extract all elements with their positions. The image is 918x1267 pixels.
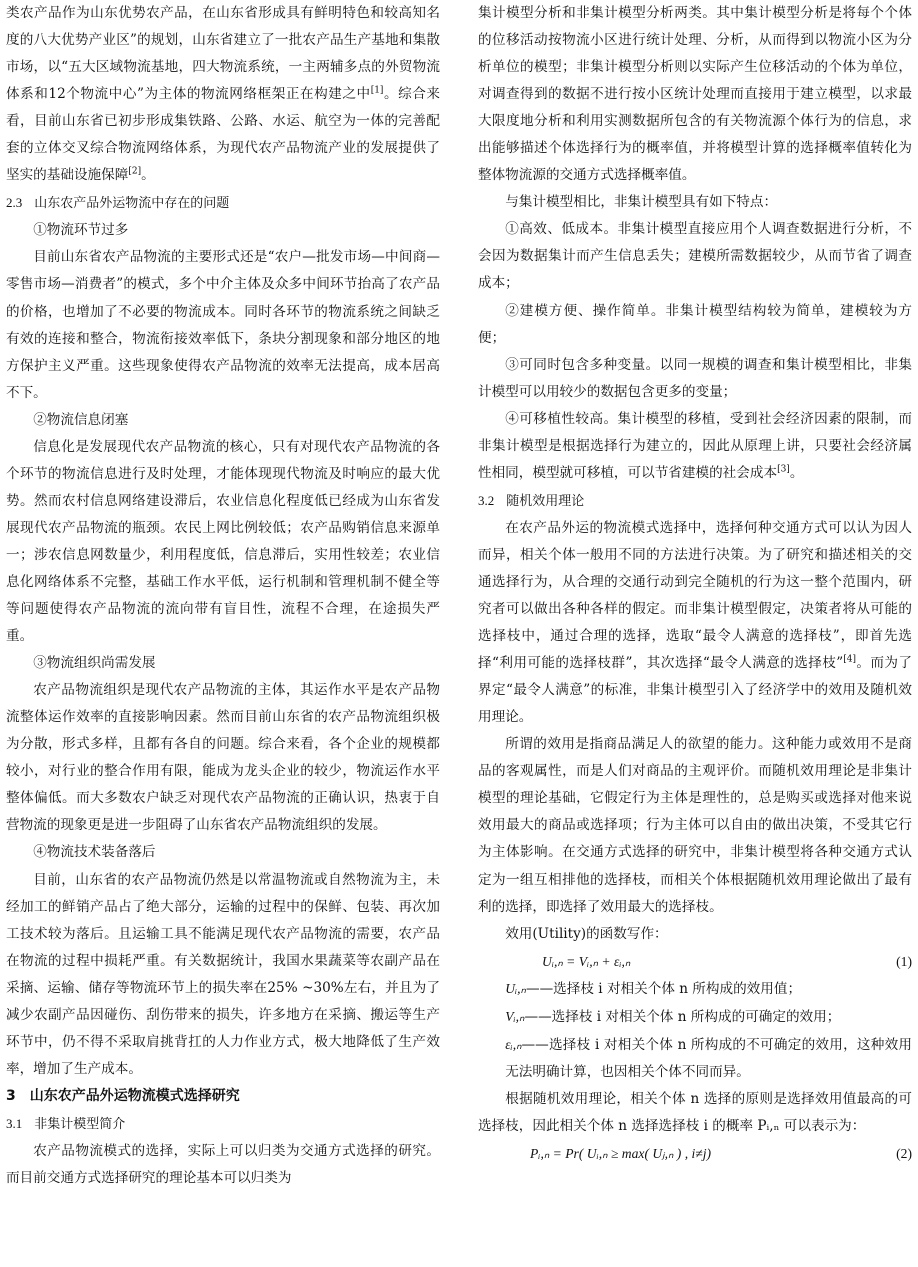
paragraph — [478, 921, 912, 948]
equation-number: (1) — [896, 953, 912, 969]
left-column — [6, 0, 440, 1192]
variable-definition — [478, 1031, 912, 1086]
citation: [1] — [370, 85, 384, 96]
variable-symbol: Uᵢ,ₙ — [505, 980, 526, 996]
paragraph-text: 。 — [141, 167, 155, 184]
paragraph — [478, 298, 912, 352]
variable-symbol: Vᵢ,ₙ — [505, 1008, 525, 1024]
paragraph-text: ①物流环节过多 — [33, 222, 129, 239]
paragraph — [478, 0, 912, 189]
variable-definition — [478, 1003, 912, 1031]
section-number: 3.2 — [478, 492, 495, 508]
paragraph — [6, 244, 440, 406]
problem-heading — [6, 839, 440, 866]
equation-expression: Uᵢ,ₙ = Vᵢ,ₙ + εᵢ,ₙ — [542, 953, 631, 969]
subsection-heading — [478, 487, 912, 515]
paragraph-text: 信息化是发展现代农产品物流的核心，只有对现代农产品物流的各个环节的物流信息进行及时处理，才能体现现代物流及时响应的最大优势。然而农村信息网络建设滞后，农业信息化程度低已经成为山东省发展现代农产品物流的瓶颈。农民上网比例较低；农产品购销信息来源单一；涉农信息网数量少，利用程度低，信息滞后，实用性较差；农业信息化网络体系不完整，基础工作水平低，运行机制和管理机制不健全等等问题使得农产品物流的流向带有盲目性，流程不合理，在途损失严重。 — [6, 438, 440, 645]
problem-heading — [6, 217, 440, 244]
paragraph — [6, 867, 440, 1083]
paragraph-text: 农产品物流组织是现代农产品物流的主体，其运作水平是农产品物流整体运作效率的直接影响因素。然而目前山东省的农产品物流组织极为分散，形式多样，且都有各自的问题。综合来看，各个企业的规模都较小，对行业的整合作用有限，能成为龙头企业的较少，物流运作水平整体偏低。而大多数农户缺乏对现代农产品物流的正确认识，热衷于自营物流的现象更是进一步阻碍了山东省农产品物流组织的发展。 — [6, 682, 440, 834]
paragraph — [6, 1138, 440, 1192]
paragraph-text: 目前，山东省的农产品物流仍然是以常温物流或自然物流为主，未经加工的鲜销产品占了绝大部分，运输的过程中的保鲜、包装、再次加工技术较为落后。且运输工具不能满足现代农产品物流的需要，农产品在物流的过程中损耗严重。有关数据统计，我国水果蔬菜等农副产品在采摘、运输、储存等物流环节上的损失率在25% ~30%左右，并且为了减少农副产品因碰伤、刮伤带来的损失，许多地方在采摘、搬运等生产环节中，仍不得不采取肩挑背扛的人力作业方式，极大地降低了生产效率，增加了生产成本。 — [6, 871, 440, 1077]
paragraph — [478, 352, 912, 406]
paragraph-text: 所谓的效用是指商品满足人的欲望的能力。这种能力或效用不是商品的客观属性，而是人们对商品的主观评价。而随机效用理论是非集计模型的理论基础，它假定行为主体是理性的，总是购买或选择对他来说效用最大的商品或选择项；行为主体可以自由的做出决策，不受其它行为主体影响。在交通方式选择的研究中，非集计模型将各种交通方式认定为一组互相排他的选择枝，而相关个体根据随机效用理论做出了最有利的选择，即选择了效用最大的选择枝。 — [478, 736, 912, 915]
subsection-heading — [6, 189, 440, 217]
paragraph-text: ④物流技术装备落后 — [33, 844, 156, 861]
variable-symbol: εᵢ,ₙ — [505, 1036, 522, 1052]
paragraph — [6, 434, 440, 650]
equation — [478, 1140, 912, 1167]
equation-number: (2) — [896, 1145, 912, 1161]
paragraph-text: ①高效、低成本。非集计模型直接应用个人调查数据进行分析，不会因为数据集计而产生信息丢失；建模所需数据较少，从而节省了调查成本； — [478, 221, 912, 292]
section-title: 山东农产品外运物流中存在的问题 — [34, 196, 230, 212]
paragraph-text: 。 — [789, 464, 804, 481]
paragraph — [6, 0, 440, 189]
paragraph-text: ④可移植性较高。集计模型的移植，受到社会经济因素的限制，而非集计模型是根据选择行为建立的，因此从原理上讲，只要社会经济属性相同，模型就可移植，可以节省建模的社会成本 — [478, 410, 912, 481]
paragraph — [478, 189, 912, 216]
paragraph-text: ②物流信息闭塞 — [33, 411, 129, 428]
section-heading — [6, 1083, 440, 1110]
paragraph-text: 在农产品外运的物流模式选择中，选择何种交通方式可以认为因人而异，相关个体一般用不同的方法进行决策。为了研究和描述相关的交通选择行为，从合理的交通行动到完全随机的行为这一整个范围内，研究者可以做出各种各样的假定。而非集计模型假定，决策者将从可能的选择枝中，通过合理的选择，选取“最令人满意的选择枝”，即首先选择“利用可能的选择枝群”，其次选择“最令人满意的选择枝” — [478, 519, 912, 672]
section-title: 山东农产品外运物流模式选择研究 — [29, 1087, 240, 1104]
citation: [4] — [843, 654, 856, 665]
section-number: 3 — [6, 1087, 16, 1104]
paragraph-text: ③物流组织尚需发展 — [33, 655, 156, 672]
citation: [3] — [777, 464, 790, 475]
paragraph — [478, 406, 912, 487]
paragraph-text: 。而为了界定“最令人满意”的标准，非集计模型引入了经济学中的效用及随机效用理论。 — [478, 655, 913, 726]
paragraph-text: 目前山东省农产品物流的主要形式还是“农户—批发市场—中间商—零售市场—消费者”的模式，多个中介主体及众多中间环节抬高了农产品的价格，也增加了不必要的物流成本。同时各环节的物流系统之间缺乏有效的连接和整合，物流衔接效率低下，条块分割现象和部分地区的地方保护主义严重。这些现象使得农产品物流的效率无法提高，成本居高不下。 — [6, 249, 440, 401]
section-title: 随机效用理论 — [506, 493, 585, 509]
equation-expression: Pᵢ,ₙ = Pr( Uᵢ,ₙ ≥ max( Uⱼ,ₙ ) , i≠j) — [530, 1145, 712, 1161]
paragraph-text: 类农产品作为山东优势农产品，在山东省形成具有鲜明特色和较高知名度的八大优势产业区”的规划，山东省建立了一批农产品生产基地和集散市场，以“五大区域物流基地，四大物流系统，一主两辅多点的外贸物流体系和12个物流中心”为主体的物流网络框架正在构建之中 — [6, 5, 440, 103]
variable-description: ——选择枝 i 对相关个体 n 所构成的可确定的效用； — [524, 1008, 841, 1025]
paragraph — [478, 216, 912, 297]
subsection-heading — [6, 1110, 440, 1138]
section-number: 2.3 — [6, 195, 23, 211]
paragraph — [478, 731, 912, 920]
paragraph-text: ②建模方便、操作简单。非集计模型结构较为简单，建模较为方便； — [478, 302, 912, 346]
variable-definition — [478, 975, 912, 1003]
section-number: 3.1 — [6, 1115, 23, 1131]
paragraph — [478, 515, 912, 731]
problem-heading — [6, 407, 440, 434]
paragraph — [6, 677, 440, 839]
paragraph-text: 农产品物流模式的选择，实际上可以归类为交通方式选择的研究。而目前交通方式选择研究的理论基本可以归类为 — [6, 1142, 440, 1187]
paragraph-text: 。综合来看，目前山东省已初步形成集铁路、公路、水运、航空为一体的完善配套的立体交叉综合物流网络体系，为现代农产品物流产业的发展提供了坚实的基础设施保障 — [6, 86, 440, 184]
variable-description: ——选择枝 i 对相关个体 n 所构成的不可确定的效用，这种效用无法明确计算，也因相关个体不同而异。 — [505, 1036, 912, 1080]
paragraph-text: 根据随机效用理论，相关个体 n 选择的原则是选择效用值最高的可选择枝，因此相关个体 n 选择选择枝 i 的概率 Pᵢ,ₙ 可以表示为： — [478, 1090, 912, 1134]
paragraph-text: 集计模型分析和非集计模型分析两类。其中集计模型分析是将每个个体的位移活动按物流小区进行统计处理、分析，从而得到以物流小区为分析单位的模型；非集计模型分析则以实际产生位移活动的个体为单位，对调查得到的数据不进行按小区统计处理而直接用于建立模型，以求最大限度地分析和利用实测数据所包含的有关物流源个体行为的信息，求出能够描述个体选择行为的概率值，并将模型计算的选择概率值转化为整体物流源的交通方式选择概率值。 — [478, 5, 912, 184]
paragraph-text: 与集计模型相比，非集计模型具有如下特点： — [505, 194, 778, 211]
right-column — [478, 0, 912, 1167]
paragraph-text: ③可同时包含多种变量。以同一规模的调查和集计模型相比，非集计模型可以用较少的数据包含更多的变量； — [478, 356, 912, 400]
problem-heading — [6, 650, 440, 677]
section-title: 非集计模型简介 — [34, 1116, 126, 1132]
citation: [2] — [128, 166, 142, 177]
equation — [478, 948, 912, 975]
variable-description: ——选择枝 i 对相关个体 n 所构成的效用值； — [525, 980, 802, 997]
paragraph-text: 效用(Utility)的函数写作： — [505, 925, 668, 942]
paragraph — [478, 1086, 912, 1140]
